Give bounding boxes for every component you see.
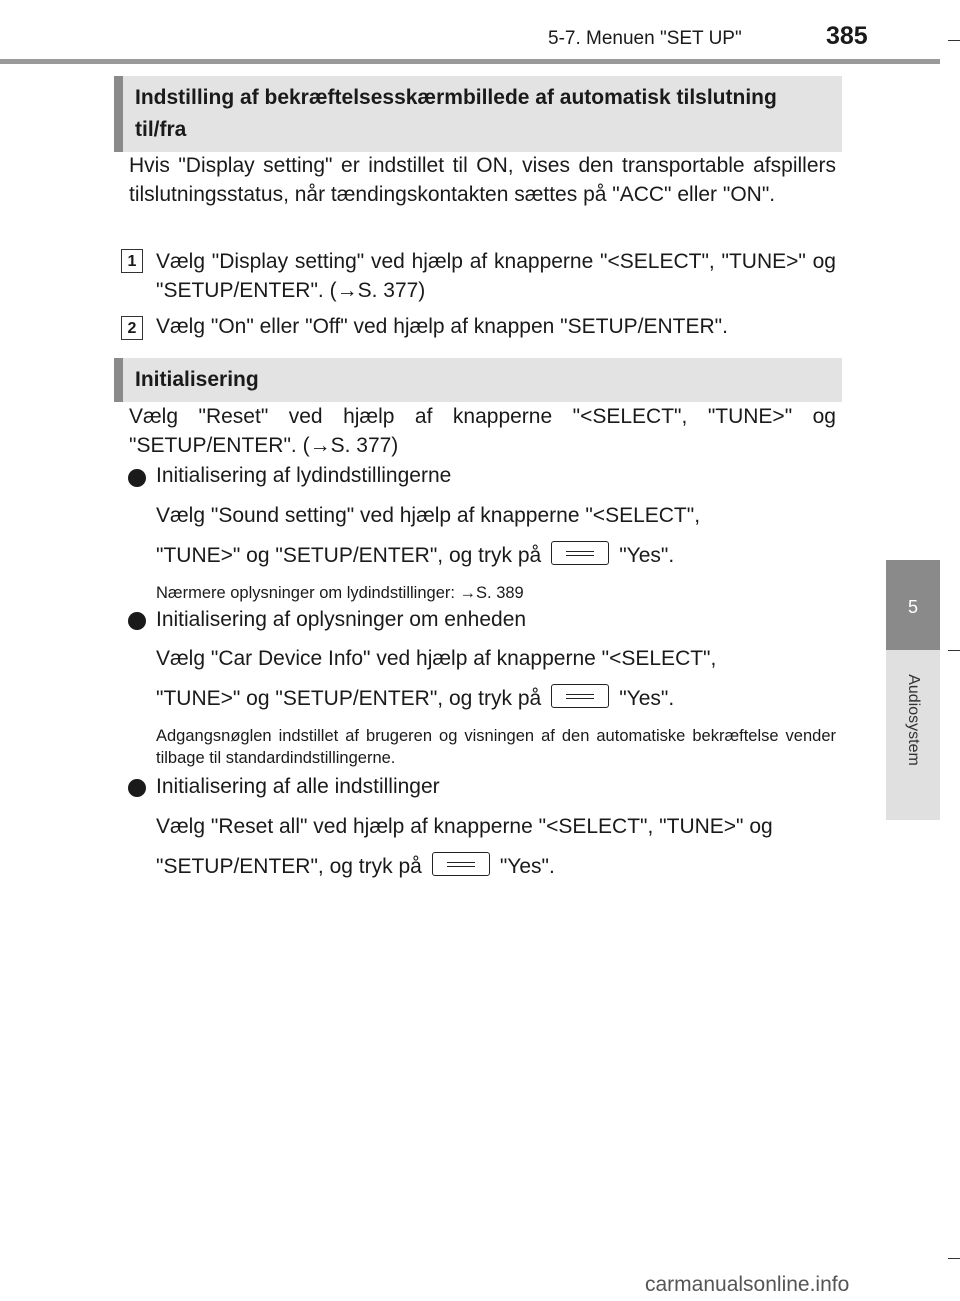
item-instruction-continued bbox=[156, 852, 836, 881]
chapter-label: Audiosystem bbox=[905, 674, 922, 766]
bullet-icon bbox=[128, 612, 146, 630]
bullet-icon bbox=[128, 469, 146, 487]
instruction-text: "Yes". bbox=[619, 544, 675, 567]
item-note: Nærmere oplysninger om lydindstillinger: →S. 389 bbox=[156, 584, 524, 602]
section-title-initialisation: Initialisering bbox=[114, 358, 842, 402]
instruction-text: "TUNE>" og "SETUP/ENTER", og tryk på bbox=[156, 687, 542, 710]
crop-mark bbox=[948, 650, 960, 651]
item-title: Initialisering af lydindstillingerne bbox=[156, 464, 452, 487]
step-number: 2 bbox=[121, 316, 143, 340]
instruction-text: "TUNE>" og "SETUP/ENTER", og tryk på bbox=[156, 544, 542, 567]
step-text: Vælg "Display setting" ved hjælp af knapperne "<SELECT", "TUNE>" og "SETUP/ENTER". (→S. 377) bbox=[156, 250, 836, 302]
crop-mark bbox=[948, 40, 960, 41]
header-rule bbox=[0, 59, 940, 64]
instruction-text: "SETUP/ENTER", og tryk på bbox=[156, 855, 422, 878]
item-note: Adgangsnøglen indstillet af brugeren og visningen af den automatiske bekræftelse vender tilbage til standardindstillingerne. bbox=[156, 727, 836, 767]
item-title: Initialisering af alle indstillinger bbox=[156, 775, 440, 798]
instruction-text: "Yes". bbox=[499, 855, 555, 878]
enter-button-icon bbox=[551, 541, 609, 565]
section1-intro: Hvis "Display setting" er indstillet til ON, vises den transportable afspillers tilslutningsstatus, når tændingskontakten sættes på "ACC" eller "ON". bbox=[129, 154, 836, 206]
item-instruction-continued bbox=[156, 541, 836, 570]
instruction-text: "Yes". bbox=[619, 687, 675, 710]
watermark: carmanualsonline.info bbox=[645, 1273, 850, 1296]
chapter-number: 5 bbox=[907, 597, 918, 617]
section2-intro: Vælg "Reset" ved hjælp af knapperne "<SELECT", "TUNE>" og "SETUP/ENTER". (→S. 377) bbox=[129, 405, 836, 457]
page-number: 385 bbox=[826, 22, 868, 50]
item-instruction: Vælg "Car Device Info" ved hjælp af knapperne "<SELECT", bbox=[156, 647, 717, 670]
item-instruction-continued bbox=[156, 684, 836, 713]
section-heading: 5-7. Menuen "SET UP" bbox=[548, 28, 742, 49]
bullet-icon bbox=[128, 779, 146, 797]
item-instruction: Vælg "Sound setting" ved hjælp af knapperne "<SELECT", bbox=[156, 504, 701, 527]
step-text: Vælg "On" eller "Off" ved hjælp af knappen "SETUP/ENTER". bbox=[156, 315, 728, 338]
crop-mark bbox=[948, 1258, 960, 1259]
item-title: Initialisering af oplysninger om enheden bbox=[156, 608, 527, 631]
item-instruction: Vælg "Reset all" ved hjælp af knapperne "<SELECT", "TUNE>" og bbox=[156, 815, 773, 838]
enter-button-icon bbox=[432, 852, 490, 876]
step-number: 1 bbox=[121, 249, 143, 273]
section-title-auto-connection: Indstilling af bekræftelsesskærmbillede af automatisk tilslutning til/fra bbox=[114, 76, 842, 152]
enter-button-icon bbox=[551, 684, 609, 708]
